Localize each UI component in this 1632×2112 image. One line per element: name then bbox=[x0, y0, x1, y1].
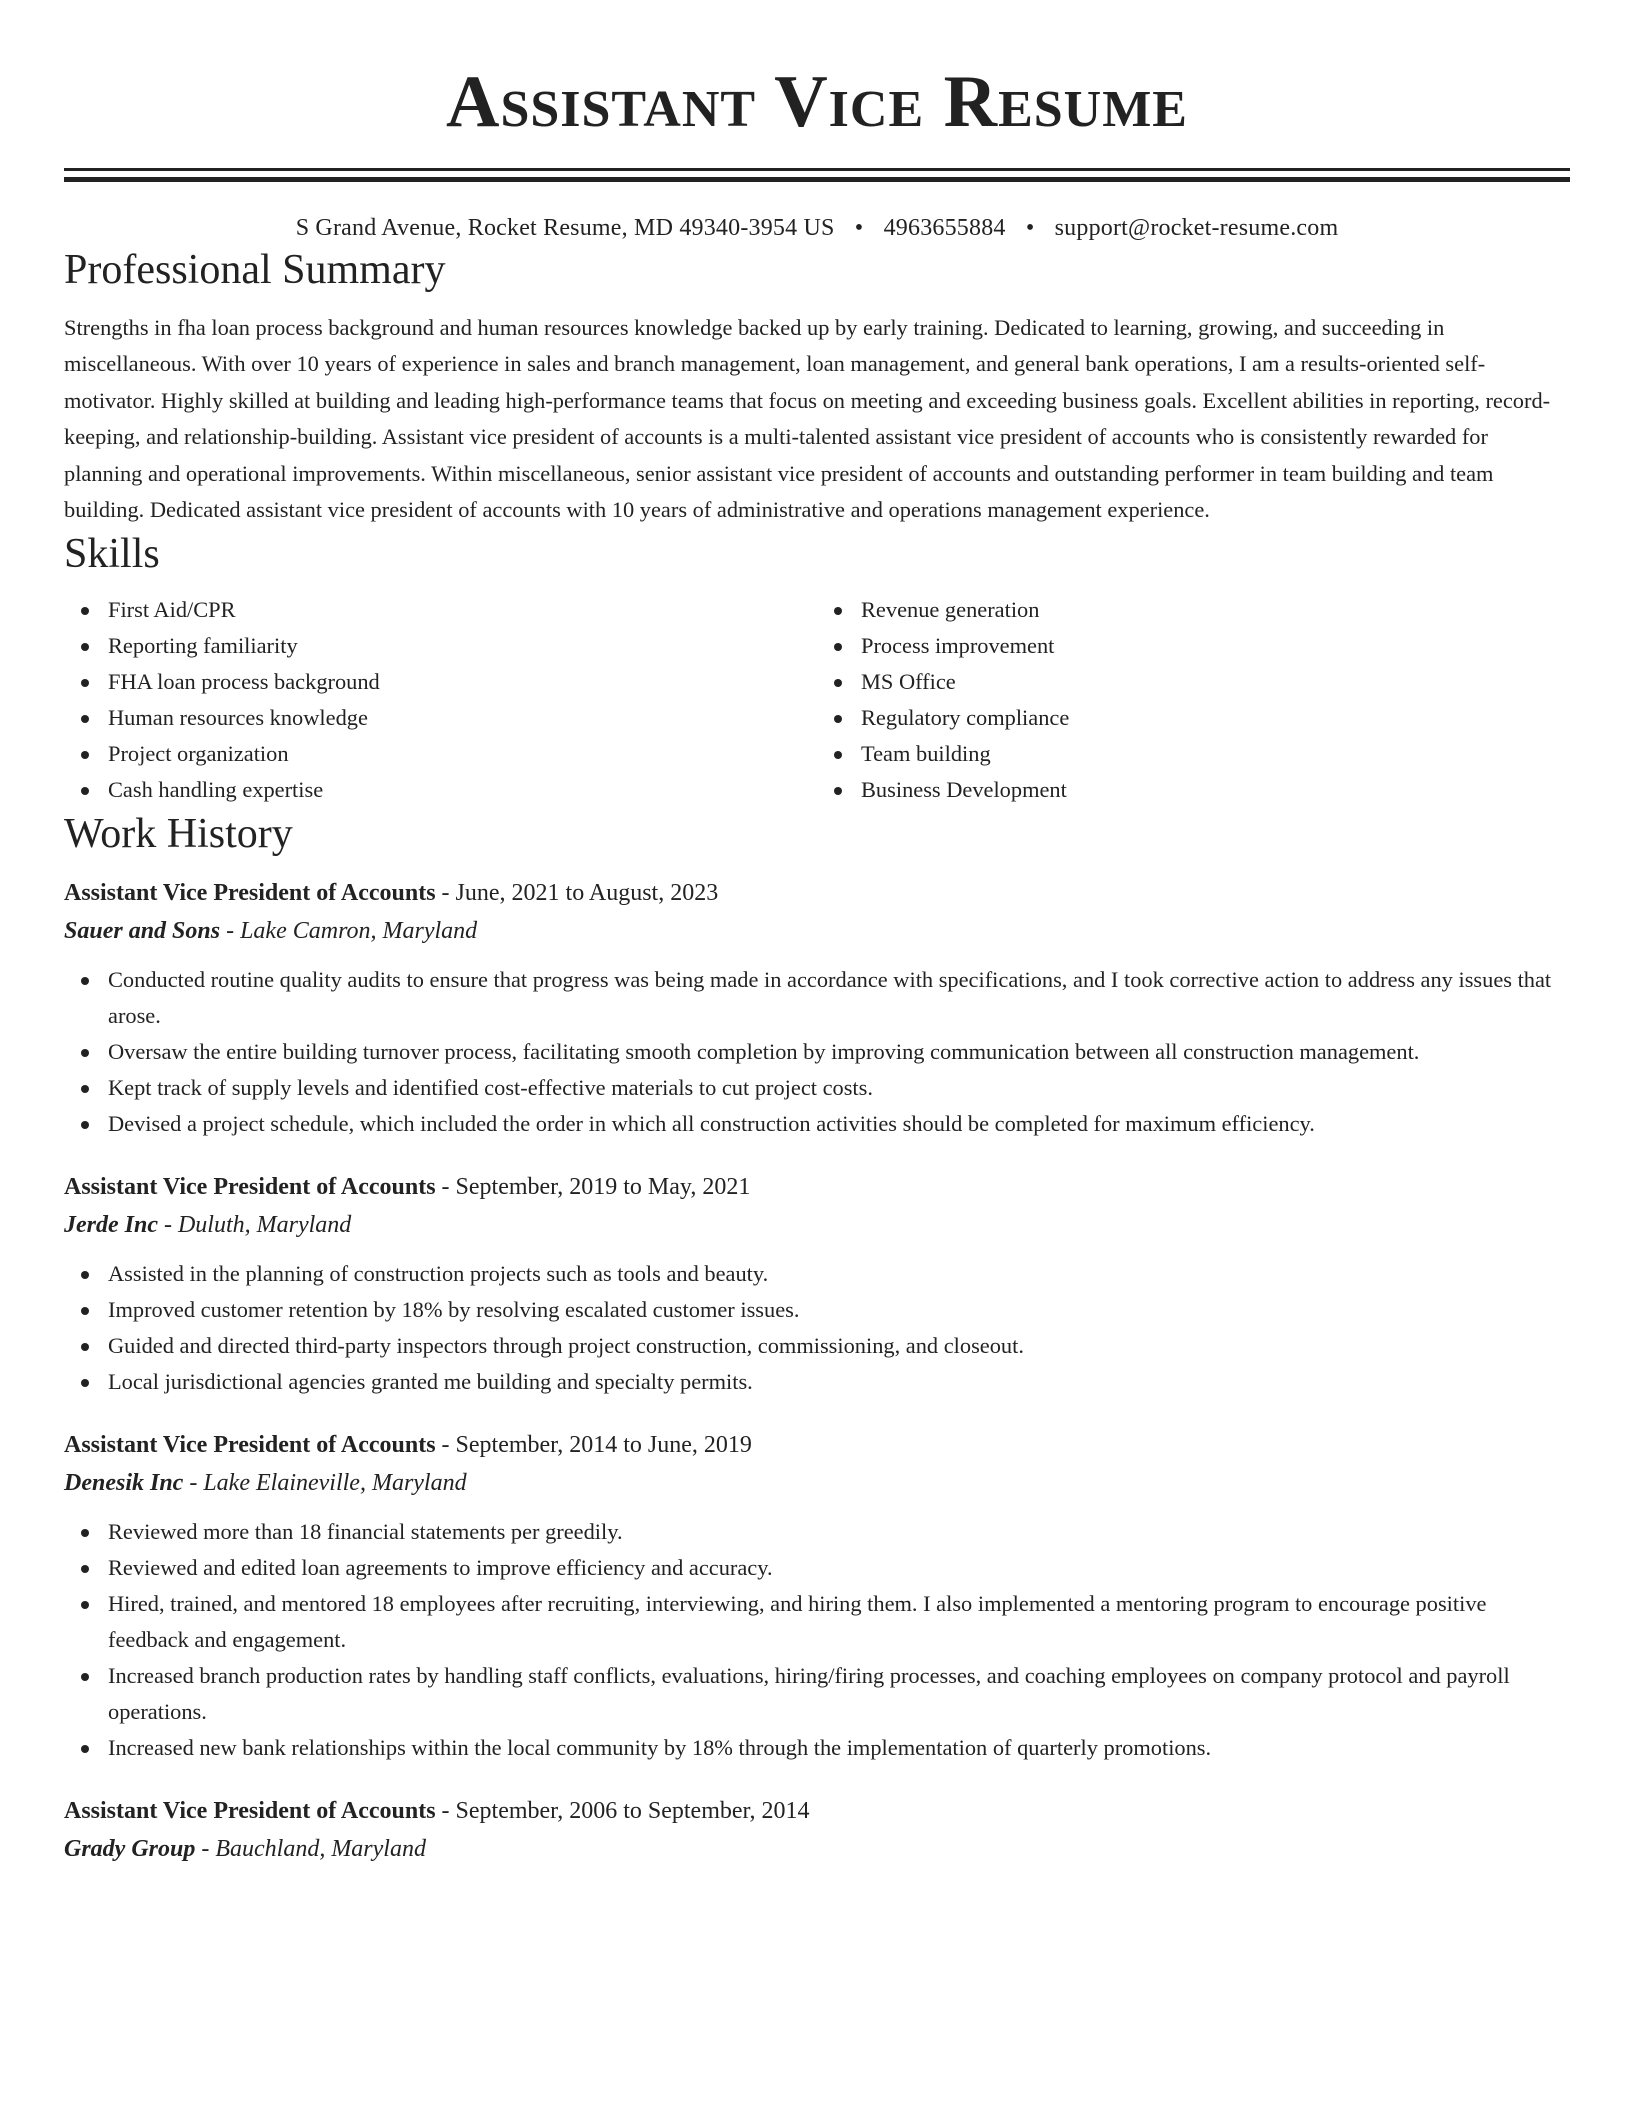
job-bullets bbox=[64, 962, 1570, 1142]
job-bullet: Hired, trained, and mentored 18 employees after recruiting, interviewing, and hiring them. I also implemented a mentoring program to encourage positive feedback and engagement. bbox=[108, 1586, 1570, 1658]
title-rule-bottom bbox=[64, 177, 1570, 182]
contact-separator: • bbox=[854, 215, 864, 241]
job-entry bbox=[64, 1426, 1570, 1766]
job-title-line bbox=[64, 874, 1570, 912]
skill-item: Process improvement bbox=[861, 628, 1570, 664]
resume-page bbox=[64, 0, 1570, 1868]
job-bullet: Kept track of supply levels and identified cost-effective materials to cut project costs. bbox=[108, 1070, 1570, 1106]
job-bullet: Improved customer retention by 18% by resolving escalated customer issues. bbox=[108, 1292, 1570, 1328]
job-bullet: Increased new bank relationships within the local community by 18% through the implementation of quarterly promotions. bbox=[108, 1730, 1570, 1766]
skill-item: FHA loan process background bbox=[108, 664, 817, 700]
job-location: - Duluth, Maryland bbox=[157, 1212, 352, 1239]
job-title-line bbox=[64, 1168, 1570, 1206]
job-bullets bbox=[64, 1514, 1570, 1766]
job-title-line bbox=[64, 1792, 1570, 1830]
job-company: Denesik Inc bbox=[64, 1470, 184, 1497]
job-company-line bbox=[64, 1464, 1570, 1502]
skill-item: Regulatory compliance bbox=[861, 700, 1570, 736]
job-role: Assistant Vice President of Accounts bbox=[64, 1432, 436, 1459]
job-company-line bbox=[64, 1206, 1570, 1244]
job-entry bbox=[64, 874, 1570, 1142]
job-dates: - September, 2019 to May, 2021 bbox=[435, 1174, 751, 1201]
job-bullet: Conducted routine quality audits to ensure that progress was being made in accordance with specifications, and I took corrective action to address any issues that arose. bbox=[108, 962, 1570, 1034]
skill-item: Business Development bbox=[861, 772, 1570, 808]
job-role: Assistant Vice President of Accounts bbox=[64, 1174, 436, 1201]
job-bullet: Assisted in the planning of construction projects such as tools and beauty. bbox=[108, 1256, 1570, 1292]
work-history-heading: Work History bbox=[64, 811, 293, 858]
job-entry bbox=[64, 1168, 1570, 1400]
job-company: Grady Group bbox=[64, 1836, 196, 1863]
summary-heading: Professional Summary bbox=[64, 247, 446, 293]
job-role: Assistant Vice President of Accounts bbox=[64, 880, 436, 907]
contact-email: support@rocket-resume.com bbox=[1054, 215, 1339, 241]
job-bullet: Local jurisdictional agencies granted me building and specialty permits. bbox=[108, 1364, 1570, 1400]
summary-text: Strengths in fha loan process background and human resources knowledge backed up by early training. Dedicated to learning, growing, and succeeding in miscellaneous. With over 10 years of experience in sales and branch management, loan management, and general bank operations, I am a results-oriented self-motivator. Highly skilled at building and leading high-performance teams that focus on meeting and exceeding business goals. Excellent abilities in reporting, record-keeping, and relationship-building. Assistant vice president of accounts is a multi-talented assistant vice president of accounts who is consistently rewarded for planning and operational improvements. Within miscellaneous, senior assistant vice president of accounts and outstanding performer in team building and team building. Dedicated assistant vice president of accounts with 10 years of administrative and operations management experience. bbox=[64, 315, 1551, 523]
skill-item: Reporting familiarity bbox=[108, 628, 817, 664]
job-dates: - September, 2014 to June, 2019 bbox=[435, 1432, 752, 1459]
job-location: - Bauchland, Maryland bbox=[195, 1836, 426, 1863]
job-dates: - September, 2006 to September, 2014 bbox=[435, 1798, 810, 1825]
skill-item: Revenue generation bbox=[861, 592, 1570, 628]
job-bullet: Increased branch production rates by handling staff conflicts, evaluations, hiring/firing processes, and coaching employees on company protocol and payroll operations. bbox=[108, 1658, 1570, 1730]
skill-item: MS Office bbox=[861, 664, 1570, 700]
job-bullet: Guided and directed third-party inspectors through project construction, commissioning, and closeout. bbox=[108, 1328, 1570, 1364]
job-company: Jerde Inc bbox=[64, 1212, 158, 1239]
contact-separator: • bbox=[1025, 215, 1035, 241]
resume-title: Assistant Vice Resume bbox=[446, 61, 1188, 143]
skills-column-right bbox=[817, 592, 1570, 808]
job-bullet: Oversaw the entire building turnover process, facilitating smooth completion by improving communication between all construction management. bbox=[108, 1034, 1570, 1070]
contact-phone: 4963655884 bbox=[883, 215, 1006, 241]
job-bullet: Reviewed more than 18 financial statements per greedily. bbox=[108, 1514, 1570, 1550]
skills-heading: Skills bbox=[64, 531, 160, 578]
job-location: - Lake Camron, Maryland bbox=[220, 918, 478, 945]
skills-column-left bbox=[64, 592, 817, 808]
title-rule-top bbox=[64, 168, 1570, 171]
skill-item: Team building bbox=[861, 736, 1570, 772]
job-entry bbox=[64, 1792, 1570, 1868]
skill-item: First Aid/CPR bbox=[108, 592, 817, 628]
skill-item: Human resources knowledge bbox=[108, 700, 817, 736]
job-role: Assistant Vice President of Accounts bbox=[64, 1798, 436, 1825]
job-company-line bbox=[64, 1830, 1570, 1868]
contact-line bbox=[64, 212, 1570, 244]
job-title-line bbox=[64, 1426, 1570, 1464]
job-location: - Lake Elaineville, Maryland bbox=[183, 1470, 467, 1497]
job-company-line bbox=[64, 912, 1570, 950]
skills-grid bbox=[64, 592, 1570, 808]
job-company: Sauer and Sons bbox=[64, 918, 221, 945]
job-bullet: Devised a project schedule, which included the order in which all construction activities should be completed for maximum efficiency. bbox=[108, 1106, 1570, 1142]
job-bullets bbox=[64, 1256, 1570, 1400]
skill-item: Cash handling expertise bbox=[108, 772, 817, 808]
job-bullet: Reviewed and edited loan agreements to improve efficiency and accuracy. bbox=[108, 1550, 1570, 1586]
skill-item: Project organization bbox=[108, 736, 817, 772]
job-dates: - June, 2021 to August, 2023 bbox=[435, 880, 719, 907]
contact-address: S Grand Avenue, Rocket Resume, MD 49340-3954 US bbox=[295, 215, 835, 241]
